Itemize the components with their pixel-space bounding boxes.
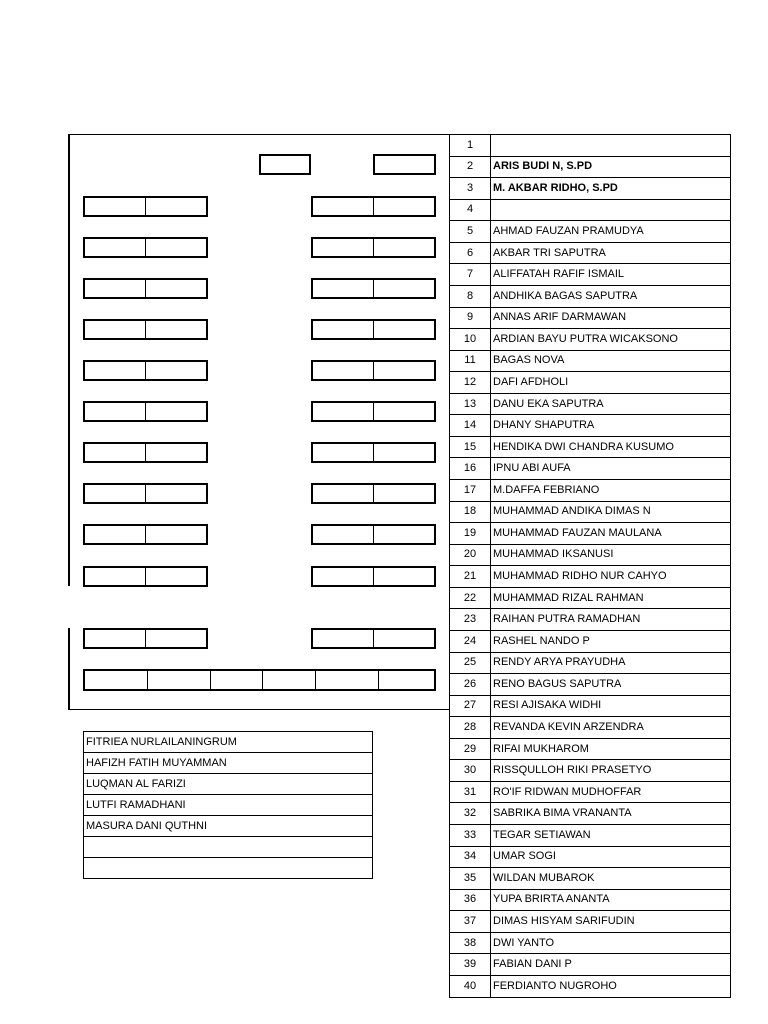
roster-number: 38: [450, 932, 491, 954]
roster-name: DANU EKA SAPUTRA: [491, 393, 731, 415]
roster-name: ALIFFATAH RAFIF ISMAIL: [491, 264, 731, 286]
roster-name: IPNU ABI AUFA: [491, 458, 731, 480]
roster-number: 37: [450, 911, 491, 933]
roster-name: M.DAFFA FEBRIANO: [491, 480, 731, 502]
extra-name: FITRIEA NURLAILANINGRUM: [84, 732, 373, 753]
roster-row: [450, 975, 731, 997]
frame-bottom-line: [68, 709, 450, 710]
teacher-desk-2: [373, 154, 436, 175]
desk-right: [311, 196, 436, 217]
roster-number: 29: [450, 738, 491, 760]
roster-number: 25: [450, 652, 491, 674]
desk-left: [83, 566, 208, 587]
roster-row: [450, 501, 731, 523]
roster-row: [450, 760, 731, 782]
roster-number: 22: [450, 587, 491, 609]
roster-name: DHANY SHAPUTRA: [491, 415, 731, 437]
roster-row: [450, 630, 731, 652]
roster-name: MUHAMMAD RIZAL RAHMAN: [491, 587, 731, 609]
roster-row: [450, 285, 731, 307]
teacher-desk-1: [259, 154, 311, 175]
roster-number: 1: [450, 135, 491, 157]
extra-name: [84, 837, 373, 858]
roster-row: [450, 135, 731, 157]
extra-names-list: [83, 731, 373, 879]
roster-number: 3: [450, 178, 491, 200]
roster-name: TEGAR SETIAWAN: [491, 825, 731, 847]
roster-number: 10: [450, 329, 491, 351]
roster-name: ANDHIKA BAGAS SAPUTRA: [491, 285, 731, 307]
roster-row: [450, 846, 731, 868]
roster-row: [450, 566, 731, 588]
extra-name: MASURA DANI QUTHNI: [84, 816, 373, 837]
roster-number: 2: [450, 156, 491, 178]
roster-row: [450, 868, 731, 890]
roster-number: 30: [450, 760, 491, 782]
roster-number: 7: [450, 264, 491, 286]
extra-name: HAFIZH FATIH MUYAMMAN: [84, 753, 373, 774]
roster-number: 28: [450, 717, 491, 739]
roster-number: 32: [450, 803, 491, 825]
frame-left-line-upper: [68, 134, 70, 586]
roster-name: ARIS BUDI N, S.PD: [491, 156, 731, 178]
roster-row: [450, 544, 731, 566]
roster-row: [450, 652, 731, 674]
desk-left: [83, 628, 208, 649]
roster-row: [450, 781, 731, 803]
student-roster-table: [449, 134, 731, 998]
roster-name: RENO BAGUS SAPUTRA: [491, 674, 731, 696]
roster-number: 17: [450, 480, 491, 502]
roster-row: [450, 825, 731, 847]
roster-name: ARDIAN BAYU PUTRA WICAKSONO: [491, 329, 731, 351]
roster-number: 13: [450, 393, 491, 415]
desk-right: [311, 442, 436, 463]
roster-name: RAIHAN PUTRA RAMADHAN: [491, 609, 731, 631]
roster-name: RIFAI MUKHAROM: [491, 738, 731, 760]
roster-row: [450, 372, 731, 394]
roster-number: 6: [450, 242, 491, 264]
roster-number: 19: [450, 523, 491, 545]
roster-row: [450, 350, 731, 372]
roster-number: 39: [450, 954, 491, 976]
roster-row: [450, 199, 731, 221]
extra-row: [84, 837, 373, 858]
roster-name: YUPA BRIRTA ANANTA: [491, 889, 731, 911]
roster-number: 40: [450, 975, 491, 997]
roster-name: SABRIKA BIMA VRANANTA: [491, 803, 731, 825]
roster-number: 15: [450, 436, 491, 458]
extra-name: LUTFI RAMADHANI: [84, 795, 373, 816]
roster-row: [450, 264, 731, 286]
roster-number: 14: [450, 415, 491, 437]
desk-right: [311, 524, 436, 545]
roster-number: 4: [450, 199, 491, 221]
roster-row: [450, 307, 731, 329]
roster-row: [450, 738, 731, 760]
extra-row: [84, 732, 373, 753]
roster-number: 31: [450, 781, 491, 803]
roster-name: RO'IF RIDWAN MUDHOFFAR: [491, 781, 731, 803]
roster-row: [450, 242, 731, 264]
back-row-desk: [83, 669, 436, 691]
roster-name: ANNAS ARIF DARMAWAN: [491, 307, 731, 329]
roster-row: [450, 156, 731, 178]
roster-name: DWI YANTO: [491, 932, 731, 954]
desk-right: [311, 483, 436, 504]
roster-name: FABIAN DANI P: [491, 954, 731, 976]
roster-number: 11: [450, 350, 491, 372]
roster-name: RASHEL NANDO P: [491, 630, 731, 652]
roster-name: AKBAR TRI SAPUTRA: [491, 242, 731, 264]
roster-name: MUHAMMAD IKSANUSI: [491, 544, 731, 566]
roster-name: RENDY ARYA PRAYUDHA: [491, 652, 731, 674]
roster-name: MUHAMMAD RIDHO NUR CAHYO: [491, 566, 731, 588]
desk-left: [83, 319, 208, 340]
roster-row: [450, 695, 731, 717]
roster-name: [491, 135, 731, 157]
extra-row: [84, 795, 373, 816]
roster-row: [450, 587, 731, 609]
roster-number: 34: [450, 846, 491, 868]
roster-name: RESI AJISAKA WIDHI: [491, 695, 731, 717]
roster-number: 21: [450, 566, 491, 588]
desk-right: [311, 628, 436, 649]
frame-left-line-lower: [68, 628, 70, 710]
roster-row: [450, 889, 731, 911]
roster-number: 35: [450, 868, 491, 890]
roster-name: BAGAS NOVA: [491, 350, 731, 372]
roster-name: M. AKBAR RIDHO, S.PD: [491, 178, 731, 200]
roster-number: 33: [450, 825, 491, 847]
roster-number: 27: [450, 695, 491, 717]
roster-name: UMAR SOGI: [491, 846, 731, 868]
extra-row: [84, 858, 373, 879]
roster-row: [450, 458, 731, 480]
desk-right: [311, 401, 436, 422]
roster-number: 12: [450, 372, 491, 394]
roster-row: [450, 415, 731, 437]
frame-top-line: [68, 134, 450, 135]
roster-number: 26: [450, 674, 491, 696]
desk-right: [311, 278, 436, 299]
roster-row: [450, 609, 731, 631]
roster-number: 16: [450, 458, 491, 480]
roster-number: 5: [450, 221, 491, 243]
desk-left: [83, 237, 208, 258]
roster-row: [450, 523, 731, 545]
roster-number: 18: [450, 501, 491, 523]
desk-left: [83, 401, 208, 422]
roster-name: DAFI AFDHOLI: [491, 372, 731, 394]
roster-name: [491, 199, 731, 221]
roster-number: 20: [450, 544, 491, 566]
roster-row: [450, 221, 731, 243]
extra-name: LUQMAN AL FARIZI: [84, 774, 373, 795]
desk-right: [311, 319, 436, 340]
roster-row: [450, 393, 731, 415]
extra-row: [84, 816, 373, 837]
roster-row: [450, 178, 731, 200]
desk-left: [83, 524, 208, 545]
roster-row: [450, 954, 731, 976]
desk-right: [311, 360, 436, 381]
desk-left: [83, 196, 208, 217]
roster-number: 24: [450, 630, 491, 652]
desk-right: [311, 566, 436, 587]
roster-row: [450, 932, 731, 954]
roster-name: AHMAD FAUZAN PRAMUDYA: [491, 221, 731, 243]
roster-name: REVANDA KEVIN ARZENDRA: [491, 717, 731, 739]
roster-name: WILDAN MUBAROK: [491, 868, 731, 890]
roster-number: 9: [450, 307, 491, 329]
roster-name: FERDIANTO NUGROHO: [491, 975, 731, 997]
roster-row: [450, 803, 731, 825]
roster-row: [450, 436, 731, 458]
roster-name: HENDIKA DWI CHANDRA KUSUMO: [491, 436, 731, 458]
roster-name: MUHAMMAD FAUZAN MAULANA: [491, 523, 731, 545]
extra-name: [84, 858, 373, 879]
roster-row: [450, 329, 731, 351]
desk-left: [83, 278, 208, 299]
roster-number: 23: [450, 609, 491, 631]
roster-row: [450, 674, 731, 696]
extra-row: [84, 774, 373, 795]
desk-right: [311, 237, 436, 258]
desk-left: [83, 442, 208, 463]
roster-name: RISSQULLOH RIKI PRASETYO: [491, 760, 731, 782]
roster-name: DIMAS HISYAM SARIFUDIN: [491, 911, 731, 933]
roster-number: 8: [450, 285, 491, 307]
roster-row: [450, 911, 731, 933]
desk-left: [83, 483, 208, 504]
roster-number: 36: [450, 889, 491, 911]
roster-name: MUHAMMAD ANDIKA DIMAS N: [491, 501, 731, 523]
roster-row: [450, 480, 731, 502]
extra-row: [84, 753, 373, 774]
roster-row: [450, 717, 731, 739]
desk-left: [83, 360, 208, 381]
